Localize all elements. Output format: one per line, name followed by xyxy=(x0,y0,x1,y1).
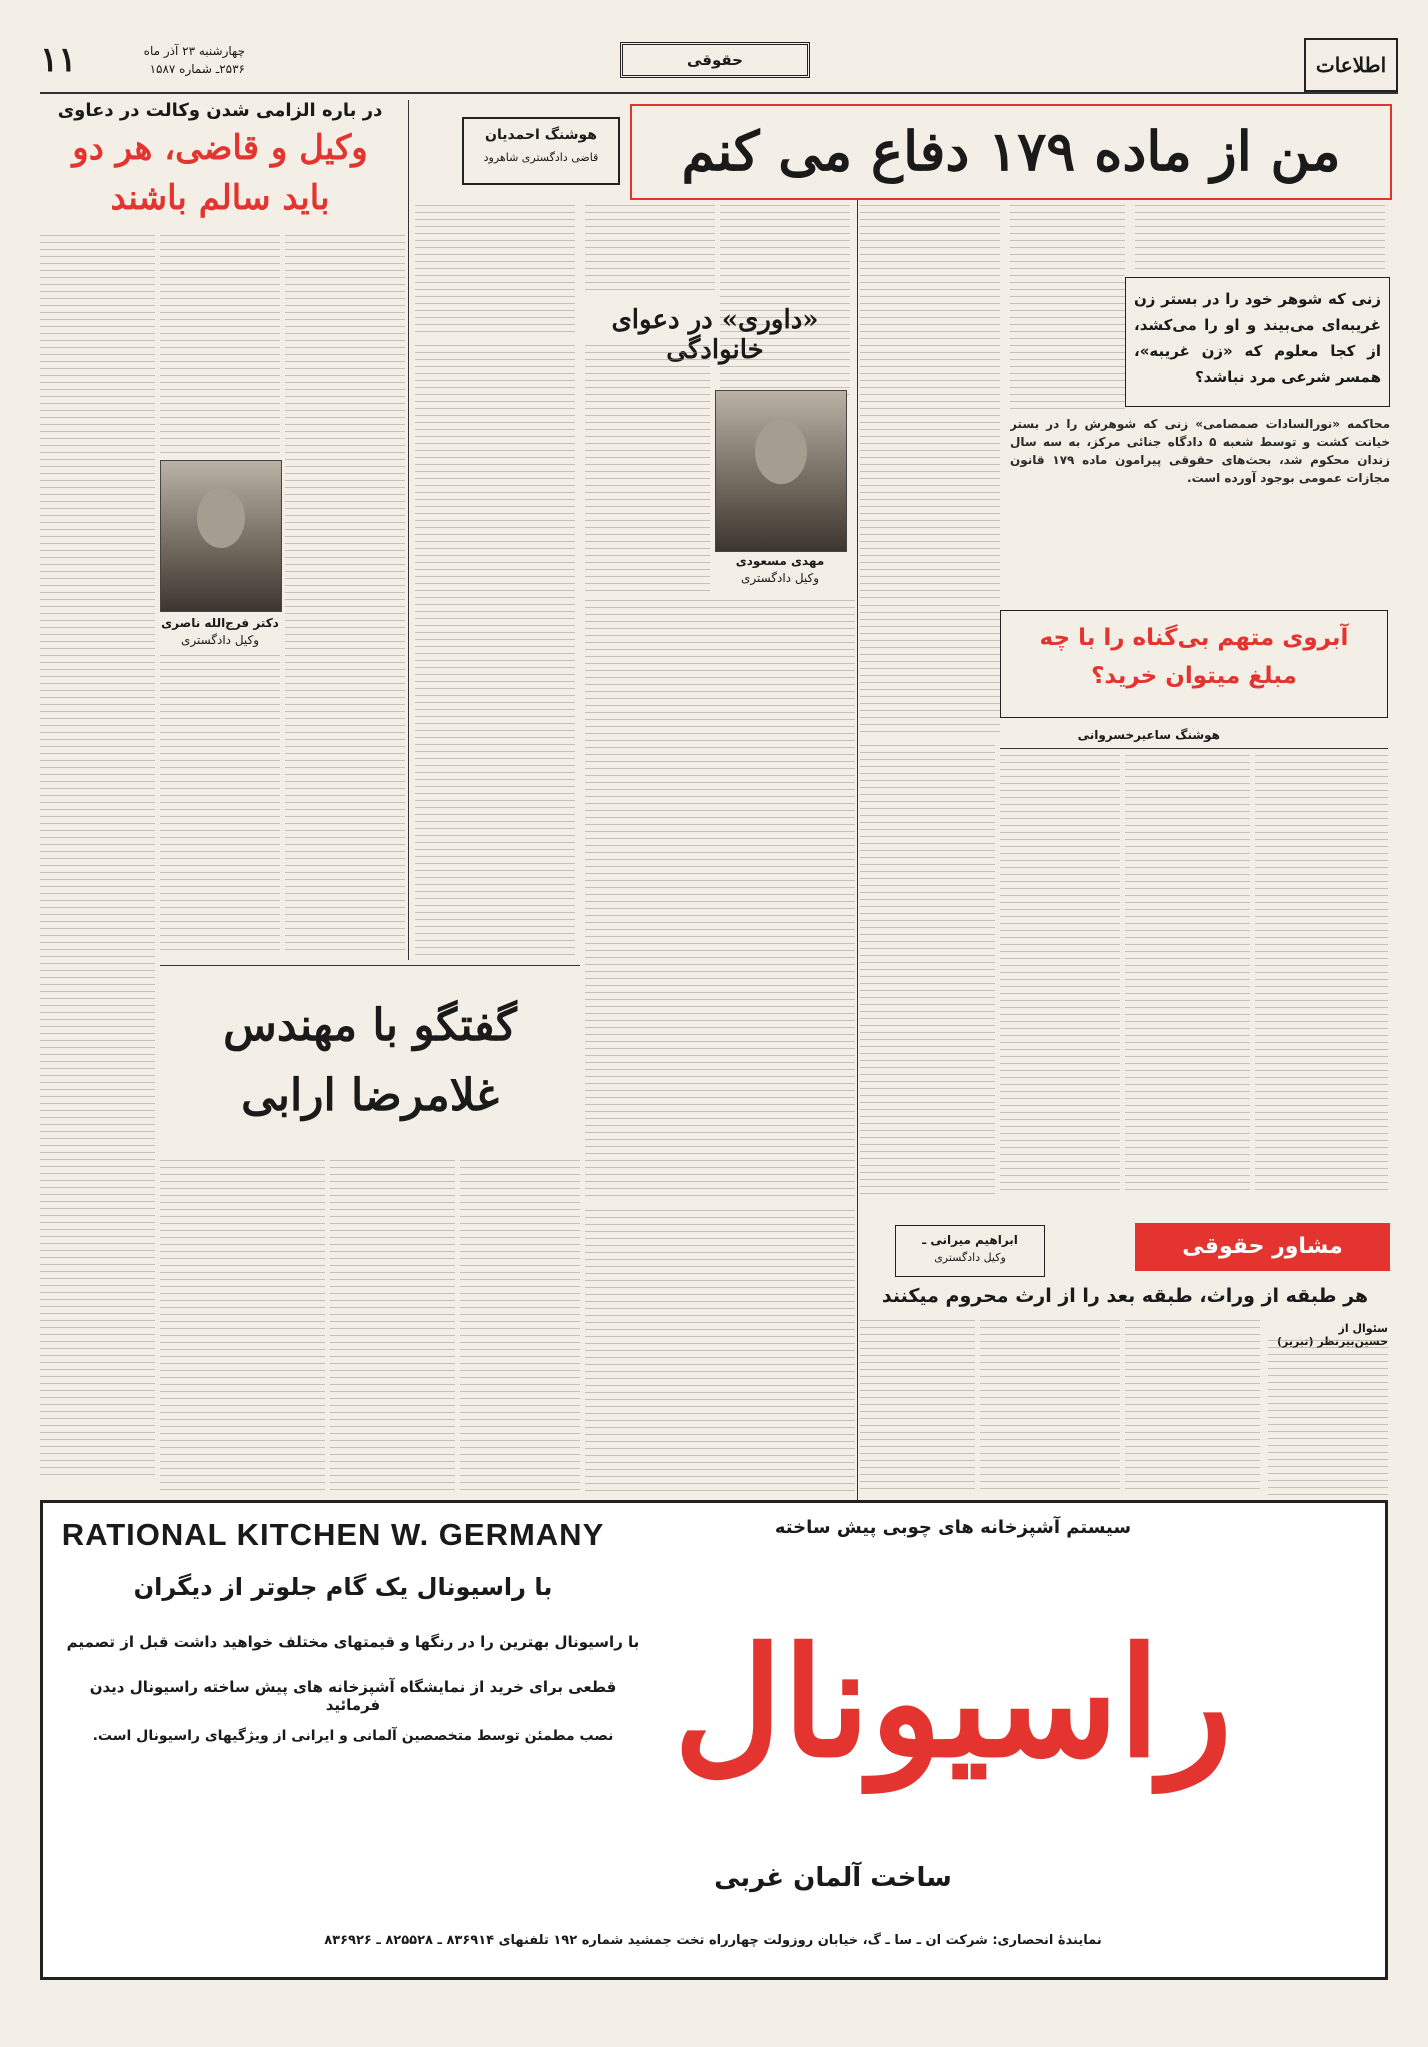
main-col-1 xyxy=(1135,205,1385,275)
honor-author: هوشنگ ساعیرخسروانی xyxy=(1077,728,1220,742)
main-headline-box xyxy=(630,104,1392,200)
interview-headline-2: غلامرضا ارابی xyxy=(241,1070,499,1121)
masthead-rule xyxy=(40,92,1398,94)
family-author-name: مهدی مسعودی xyxy=(735,554,825,568)
family-headline: «داوری» در دعوای خانوادگی xyxy=(611,305,819,365)
rational-kitchen-ad xyxy=(40,1500,1388,1980)
advisor-author-name: ابراهیم میرانی ـ xyxy=(922,1233,1018,1247)
ad-tagline: سیستم آشپزخانه های چوبی پیش ساخته xyxy=(774,1517,1132,1538)
interview-rule xyxy=(160,965,580,966)
left-headline-2: باید سالم باشند xyxy=(110,178,330,218)
advisor-col-3 xyxy=(980,1320,1120,1495)
ad-brand: راسیونال xyxy=(673,1615,1233,1791)
main-col-4 xyxy=(720,205,850,395)
main-headline: من از ماده ۱۷۹ دفاع می کنم xyxy=(681,119,1341,183)
main-col-2 xyxy=(1010,205,1125,410)
family-author-title: وکیل دادگستری xyxy=(740,571,820,585)
honor-col-3 xyxy=(1000,755,1120,1195)
honor-col-2 xyxy=(1125,755,1250,1195)
right-divider xyxy=(857,200,858,1500)
author-name: هوشنگ احمدیان xyxy=(485,127,597,143)
section-label: حقوقی xyxy=(620,42,810,78)
family-col-b xyxy=(415,345,575,955)
advisor-col-4 xyxy=(860,1320,975,1495)
ad-line-2: با راسیونال بهترین را در رنگها و قیمتهای مختلف خواهید داشت قبل از تصمیم xyxy=(66,1633,640,1651)
left-headline-1: وکیل و قاضی، هر دو xyxy=(72,128,368,168)
honor-headline-2: مبلغ میتوان خرید؟ xyxy=(1091,663,1297,689)
advisor-label: مشاور حقوقی xyxy=(1135,1223,1390,1271)
advisor-author-box xyxy=(895,1225,1045,1277)
family-col-a xyxy=(585,345,710,595)
interview-headline-1: گفتگو با مهندس xyxy=(223,1000,517,1051)
interview-col-3 xyxy=(160,1160,325,1495)
left-col-2 xyxy=(160,235,280,455)
newspaper-logo: اطلاعات xyxy=(1304,38,1398,92)
ad-line-4: نصب مطمئن توسط متخصصین آلمانی و ایرانی از ویژگیهای راسیونال است. xyxy=(92,1728,614,1744)
ad-made-in: ساخت آلمان غربی xyxy=(714,1863,952,1893)
main-intro: محاکمه «نورالسادات صمصامی» زنی که شوهرش را در بستر خیانت کشت و توسط شعبه ۵ دادگاه جنائی مرکز، به سه سال زندان محکوم شد، بحث‌های حقوقی پیرامون ماده ۱۷۹ قانون مجازات عمومی بوجود آورده است. xyxy=(1010,417,1390,485)
summary-text: زنی که شوهر خود را در بستر زن غریبه‌ای می‌بیند و او را می‌کشد، از کجا معلوم که «زن غریبه»، همسر شرعی مرد نباشد؟ xyxy=(1134,290,1381,386)
left-author-title: وکیل دادگستری xyxy=(180,633,260,647)
left-kicker: در باره الزامی شدن وکالت در دعاوی xyxy=(57,100,383,121)
summary-box xyxy=(1125,277,1390,407)
left-col-3 xyxy=(40,235,155,1480)
ad-line-3: قطعی برای خرید از نمایشگاه آشپزخانه های پیش ساخته راسیونال دیدن فرمائید xyxy=(89,1678,617,1714)
page-number: ۱۱ xyxy=(40,40,77,80)
left-col-1 xyxy=(285,235,405,950)
author-title: قاضی دادگستری شاهرود xyxy=(483,151,599,164)
honor-rule xyxy=(1000,748,1388,749)
left-author-photo xyxy=(160,460,282,612)
advisor-question-1: سئوال از حسین‌بیرنظر (تبریز) xyxy=(1277,1322,1388,1348)
interview-col-1 xyxy=(460,1160,580,1495)
left-author-name: دکتر فرج‌الله ناصری xyxy=(161,616,279,630)
ad-line-1: با راسیونال یک گام جلوتر از دیگران xyxy=(133,1573,553,1601)
ad-latin-title: RATIONAL KITCHEN W. GERMANY xyxy=(61,1517,605,1552)
main-col-5 xyxy=(585,205,715,295)
family-col-d xyxy=(860,605,1000,735)
advisor-headline: هر طبقه از وراث، طبقه بعد را از ارث محروم میکنند xyxy=(881,1285,1369,1307)
left-col-4 xyxy=(160,655,280,955)
family-col-c xyxy=(585,600,855,1200)
left-divider xyxy=(408,100,409,960)
date-line: چهارشنبه ۲۳ آذر ماه xyxy=(143,44,245,58)
main-col-6 xyxy=(415,205,575,335)
advisor-author-title: وکیل دادگستری xyxy=(934,1251,1006,1264)
family-author-photo xyxy=(715,390,847,552)
honor-col-1 xyxy=(1255,755,1388,1195)
author-box xyxy=(462,117,620,185)
advisor-col-2 xyxy=(1125,1320,1260,1495)
advisor-col-5 xyxy=(585,1210,855,1495)
main-col-3 xyxy=(860,205,1000,600)
interview-col-2 xyxy=(330,1160,455,1495)
ad-footer: نمایندهٔ انحصاری: شرکت ان ـ سا ـ گ، خیابان روزولت چهارراه تخت جمشید شماره ۱۹۲ تلفنهای ۸۳۶۹۱۴ ـ ۸۲۵۵۲۸ ـ ۸۳۶۹۲۶ xyxy=(324,1933,1102,1948)
honor-headline-1: آبروی متهم بی‌گناه را با چه xyxy=(1039,625,1349,651)
honor-col-4 xyxy=(860,745,995,1195)
honor-headline-box xyxy=(1000,610,1388,718)
issue-line: ۲۵۳۶ـ شماره ۱۵۸۷ xyxy=(149,62,245,76)
